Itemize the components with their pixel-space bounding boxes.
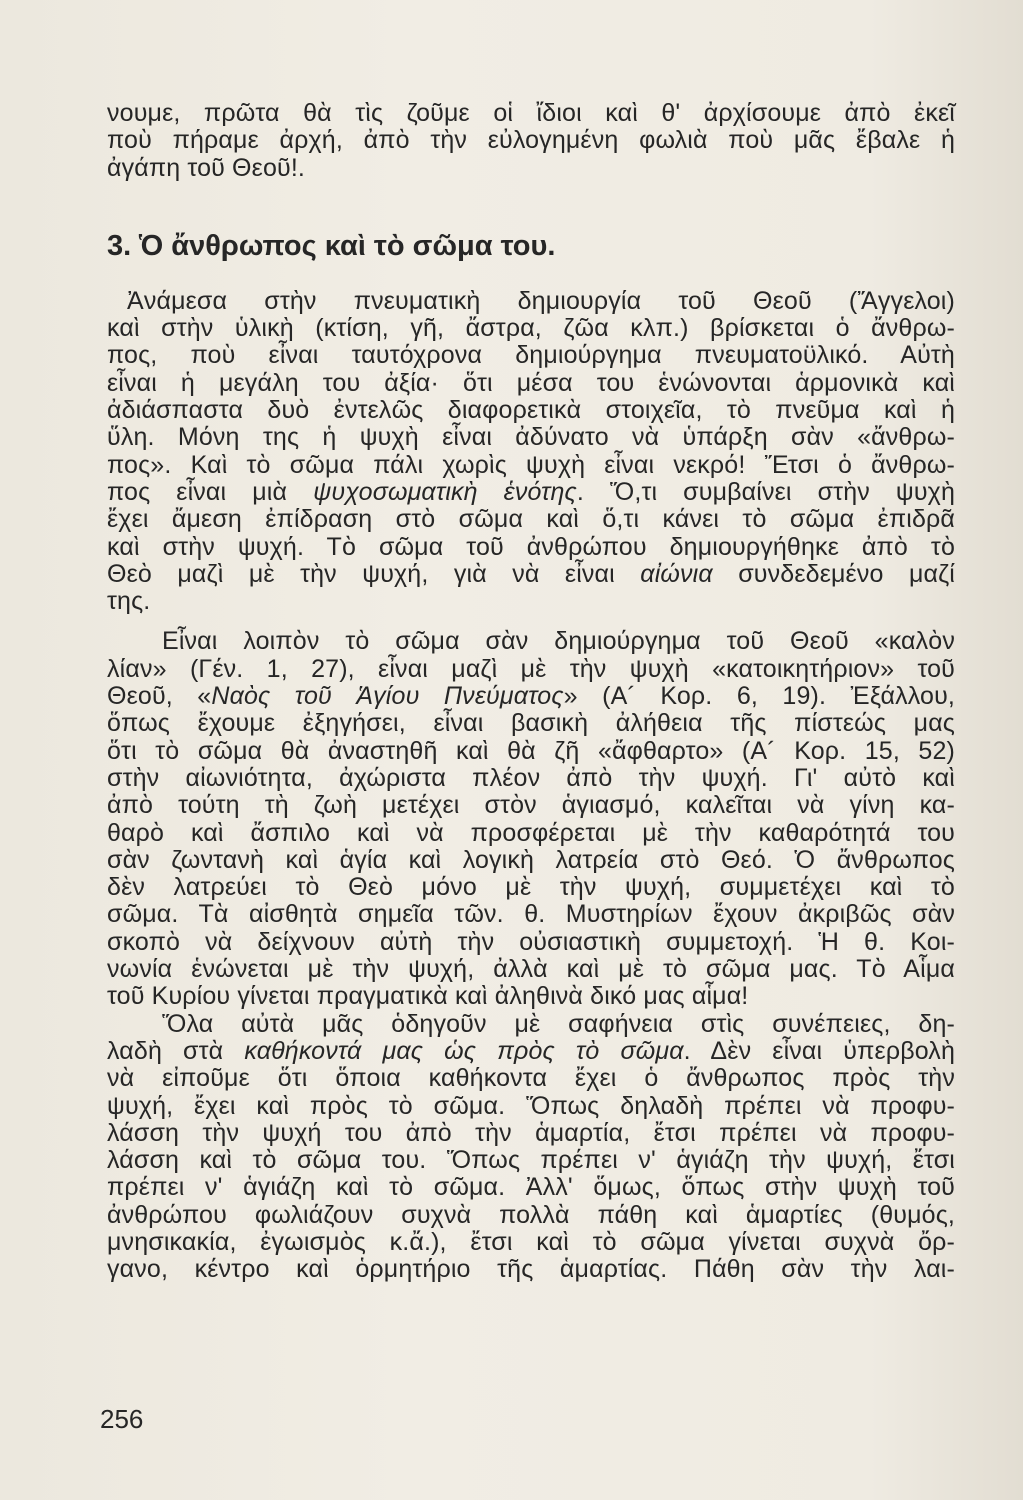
text-line: Θεοῦ, «Ναὸς τοῦ Ἁγίου Πνεύματος» (Α´ Κορ. 6, 19). Ἐξάλλου, (107, 682, 955, 711)
text-line: λάσση καὶ τὸ σῶμα του. Ὅπως πρέπει ν' ἁγιάζη τὴν ψυχή, ἔτσι (107, 1146, 955, 1175)
paragraph-1 (107, 288, 955, 616)
text-line: πρέπει ν' ἁγιάζη καὶ τὸ σῶμα. Ἀλλ' ὅμως, ὅπως στὴν ψυχὴ τοῦ (107, 1173, 955, 1202)
text-line: λαδὴ στὰ καθήκοντά μας ὡς πρὸς τὸ σῶμα. Δὲν εἶναι ὑπερβολὴ (107, 1036, 955, 1065)
text-line: ἀγάπη τοῦ Θεοῦ!. (107, 153, 306, 182)
text-line: πος, ποὺ εἶναι ταυτόχρονα δημιούργημα πνευματοϋλικό. Αὐτὴ (107, 341, 955, 370)
text-line: καὶ στὴν ψυχή. Τὸ σῶμα τοῦ ἀνθρώπου δημιουργήθηκε ἀπὸ τὸ (107, 532, 955, 561)
text-line: σὰν ζωντανὴ καὶ ἁγία καὶ λογικὴ λατρεία στὸ Θεό. Ὁ ἄνθρωπος (107, 845, 955, 874)
paragraph-2 (107, 628, 955, 1010)
text-line: ψυχή, ἔχει καὶ πρὸς τὸ σῶμα. Ὅπως δηλαδὴ πρέπει νὰ προφυ- (107, 1091, 955, 1120)
text-line: καὶ στὴν ὑλικὴ (κτίση, γῆ, ἄστρα, ζῶα κλπ.) βρίσκεται ὁ ἄνθρω- (107, 314, 955, 343)
text-line: ἔχει ἄμεση ἐπίδραση στὸ σῶμα καὶ ὅ,τι κάνει τὸ σῶμα ἐπιδρᾶ (107, 505, 955, 534)
emphasis: Ναὸς τοῦ Ἁγίου Πνεύματος (211, 682, 564, 711)
intro-paragraph (107, 100, 955, 182)
text-line: νωνία ἑνώνεται μὲ τὴν ψυχή, ἀλλὰ καὶ μὲ τὸ σῶμα μας. Τὸ Αἷμα (107, 955, 955, 984)
emphasis: ψυχοσωματικὴ ἑνότης (313, 477, 577, 506)
text-line: της. (107, 587, 151, 616)
text-line: ὕλη. Μόνη της ἡ ψυχὴ εἶναι ἀδύνατο νὰ ὑπάρξη σὰν «ἄνθρω- (107, 423, 955, 452)
text-line: λίαν» (Γέν. 1, 27), εἶναι μαζὶ μὲ τὴν ψυχὴ «κατοικητήριον» τοῦ (107, 654, 955, 683)
text-line: ἀνθρώπου φωλιάζουν συχνὰ πολλὰ πάθη καὶ ἁμαρτίες (θυμός, (107, 1200, 955, 1229)
text-line: μνησικακία, ἐγωισμὸς κ.ἄ.), ἔτσι καὶ τὸ σῶμα γίνεται συχνὰ ὄρ- (107, 1227, 955, 1256)
text-column (107, 100, 955, 1284)
text-line: ἀδιάσπαστα δυὸ ἐντελῶς διαφορετικὰ στοιχεῖα, τὸ πνεῦμα καὶ ἡ (107, 396, 955, 425)
paragraph-3 (107, 1011, 955, 1284)
text-line: τοῦ Κυρίου γίνεται πραγματικὰ καὶ ἀληθινὰ δικό μας αἷμα! (107, 982, 749, 1011)
emphasis: αἰώνια (640, 559, 713, 588)
text-line: ποὺ πήραμε ἀρχή, ἀπὸ τὴν εὐλογημένη φωλιὰ ποὺ μᾶς ἔβαλε ἡ (107, 126, 955, 155)
section-heading: 3. Ὁ ἄνθρωπος καὶ τὸ σῶμα του. (107, 229, 556, 262)
emphasis: καθήκοντά μας ὡς πρὸς τὸ σῶμα (244, 1036, 684, 1065)
text-line: ἀπὸ τούτη τὴ ζωὴ μετέχει στὸν ἁγιασμό, καλεῖται νὰ γίνη κα- (107, 791, 955, 820)
text-line: γανο, κέντρο καὶ ὁρμητήριο τῆς ἁμαρτίας. Πάθη σὰν τὴν λαι- (107, 1255, 955, 1284)
text-line: στὴν αἰωνιότητα, ἀχώριστα πλέον ἀπὸ τὴν ψυχή. Γι' αὐτὸ καὶ (107, 763, 955, 792)
text-line: Εἶναι λοιπὸν τὸ σῶμα σὰν δημιούργημα τοῦ Θεοῦ «καλὸν (162, 627, 955, 656)
text-line: Ὅλα αὐτὰ μᾶς ὁδηγοῦν μὲ σαφήνεια στὶς συνέπειες, δη- (162, 1009, 955, 1038)
text-line: σκοπὸ νὰ δείχνουν αὐτὴ τὴν οὐσιαστικὴ συμμετοχή. Ἡ θ. Κοι- (107, 927, 955, 956)
text-line: σῶμα. Τὰ αἰσθητὰ σημεῖα τῶν. θ. Μυστηρίων ἔχουν ἀκριβῶς σὰν (107, 900, 955, 929)
text-line: εἶναι ἡ μεγάλη του ἀξία· ὅτι μέσα του ἑνώνονται ἁρμονικὰ καὶ (107, 368, 955, 397)
text-line: νουμε, πρῶτα θὰ τὶς ζοῦμε οἱ ἴδιοι καὶ θ' ἀρχίσουμε ἀπὸ ἐκεῖ (107, 99, 955, 127)
text-line: νὰ εἰποῦμε ὅτι ὅποια καθήκοντα ἔχει ὁ ἄνθρωπος πρὸς τὴν (107, 1064, 955, 1093)
text-line: πος εἶναι μιὰ ψυχοσωματικὴ ἑνότης. Ὅ,τι συμβαίνει στὴν ψυχὴ (107, 477, 955, 506)
text-line: Θεὸ μαζὶ μὲ τὴν ψυχή, γιὰ νὰ εἶναι αἰώνια συνδεδεμένο μαζί (107, 559, 955, 588)
page-number: 256 (100, 1404, 144, 1434)
text-line: δὲν λατρεύει τὸ Θεὸ μόνο μὲ τὴν ψυχή, συμμετέχει καὶ τὸ (107, 873, 955, 902)
text-line: ὅτι τὸ σῶμα θὰ ἀναστηθῆ καὶ θὰ ζῆ «ἄφθαρτο» (Α´ Κορ. 15, 52) (107, 736, 955, 765)
text-line: ὅπως ἔχουμε ἐξηγήσει, εἶναι βασικὴ ἀλήθεια τῆς πίστεώς μας (107, 709, 955, 738)
text-line: θαρὸ καὶ ἄσπιλο καὶ νὰ προσφέρεται μὲ τὴν καθαρότητά του (107, 818, 955, 847)
text-line: πος». Καὶ τὸ σῶμα πάλι χωρὶς ψυχὴ εἶναι νεκρό! Ἔτσι ὁ ἄνθρω- (107, 450, 955, 479)
text-line: λάσση τὴν ψυχή του ἀπὸ τὴν ἁμαρτία, ἔτσι πρέπει νὰ προφυ- (107, 1118, 955, 1147)
text-line: Ἀνάμεσα στὴν πνευματικὴ δημιουργία τοῦ Θεοῦ (Ἄγγελοι) (127, 286, 955, 315)
